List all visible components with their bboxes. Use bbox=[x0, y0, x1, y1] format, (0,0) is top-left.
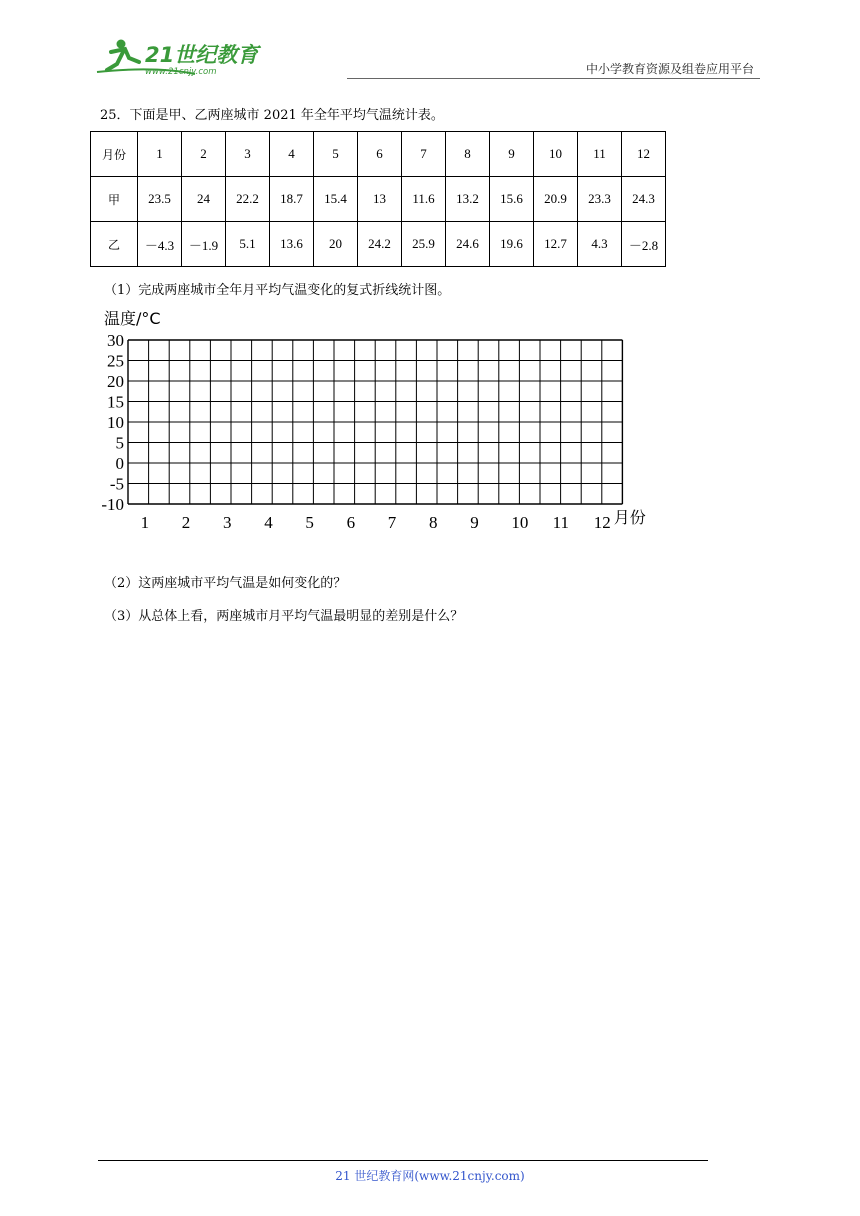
sub-question-3: （3）从总体上看，两座城市月平均气温最明显的差别是什么？ bbox=[104, 609, 464, 624]
table-cell: 15.4 bbox=[314, 177, 358, 222]
table-cell: 24.2 bbox=[358, 222, 402, 267]
table-cell: 12.7 bbox=[534, 222, 578, 267]
table-cell: 24.6 bbox=[446, 222, 490, 267]
table-cell: 22.2 bbox=[226, 177, 270, 222]
logo-url: www.21cnjy.com bbox=[145, 67, 217, 77]
y-tick-label: 10 bbox=[107, 413, 124, 432]
table-cell: 20.9 bbox=[534, 177, 578, 222]
table-cell: 24.3 bbox=[622, 177, 666, 222]
x-tick-label: 1 bbox=[140, 513, 150, 530]
table-row bbox=[91, 177, 666, 222]
x-axis-label: 月份 bbox=[613, 508, 646, 527]
row-label-jia: 甲 bbox=[91, 177, 138, 222]
table-cell: 15.6 bbox=[490, 177, 534, 222]
table-cell: 11 bbox=[578, 132, 622, 177]
x-tick-label: 2 bbox=[181, 513, 191, 530]
x-tick-label: 4 bbox=[264, 513, 273, 530]
footer-text: 21 世纪教育网(www.21cnjy.com) bbox=[335, 1169, 525, 1183]
page-header bbox=[95, 36, 760, 80]
table-cell: 3 bbox=[226, 132, 270, 177]
x-tick-label: 8 bbox=[429, 513, 438, 530]
table-cell: 13 bbox=[358, 177, 402, 222]
y-tick-label: 30 bbox=[107, 331, 124, 350]
sub-question-1: （1）完成两座城市全年月平均气温变化的复式折线统计图。 bbox=[104, 283, 451, 298]
y-tick-label: 20 bbox=[107, 372, 124, 391]
table-cell: －4.3 bbox=[138, 222, 182, 267]
table-cell: 4.3 bbox=[578, 222, 622, 267]
y-tick-label: 5 bbox=[115, 433, 124, 453]
x-tick-label: 12 bbox=[593, 513, 611, 530]
table-cell: 13.2 bbox=[446, 177, 490, 222]
table-cell: 18.7 bbox=[270, 177, 314, 222]
footer-divider bbox=[98, 1160, 708, 1161]
table-row bbox=[91, 222, 666, 267]
table-cell: 23.3 bbox=[578, 177, 622, 222]
logo-text: 21世纪教育 bbox=[145, 43, 259, 67]
blank-line-chart-grid bbox=[90, 302, 660, 530]
header-divider bbox=[347, 78, 760, 79]
row-label-yi: 乙 bbox=[91, 222, 138, 267]
table-cell: 2 bbox=[182, 132, 226, 177]
y-tick-label: -5 bbox=[109, 474, 124, 494]
table-cell: 9 bbox=[490, 132, 534, 177]
x-tick-label: 11 bbox=[552, 513, 569, 530]
table-cell: 20 bbox=[314, 222, 358, 267]
table-header-label: 月份 bbox=[91, 132, 138, 177]
x-tick-label: 6 bbox=[346, 513, 356, 530]
y-axis-label: 温度/°C bbox=[104, 309, 161, 328]
chart-grid bbox=[128, 340, 622, 504]
table-row bbox=[91, 132, 666, 177]
y-tick-label: 15 bbox=[107, 392, 124, 412]
table-cell: 12 bbox=[622, 132, 666, 177]
y-tick-labels bbox=[101, 331, 124, 514]
table-cell: 19.6 bbox=[490, 222, 534, 267]
table-cell: 25.9 bbox=[402, 222, 446, 267]
sub-question-2: （2）这两座城市平均气温是如何变化的？ bbox=[104, 576, 347, 591]
table-cell: 6 bbox=[358, 132, 402, 177]
y-tick-label: -10 bbox=[101, 495, 124, 514]
table-cell: 11.6 bbox=[402, 177, 446, 222]
logo-21cnjy bbox=[95, 36, 265, 78]
x-tick-label: 3 bbox=[223, 513, 232, 530]
table-cell: 1 bbox=[138, 132, 182, 177]
temperature-table bbox=[90, 131, 666, 267]
table-cell: 23.5 bbox=[138, 177, 182, 222]
table-cell: 24 bbox=[182, 177, 226, 222]
table-cell: 10 bbox=[534, 132, 578, 177]
table-cell: －2.8 bbox=[622, 222, 666, 267]
table-cell: 8 bbox=[446, 132, 490, 177]
x-tick-label: 5 bbox=[305, 513, 314, 530]
y-tick-label: 0 bbox=[115, 454, 124, 473]
x-tick-label: 10 bbox=[511, 513, 529, 530]
x-tick-labels bbox=[141, 513, 611, 530]
table-cell: －1.9 bbox=[182, 222, 226, 267]
y-tick-label: 25 bbox=[107, 351, 124, 371]
table-cell: 5.1 bbox=[226, 222, 270, 267]
table-cell: 13.6 bbox=[270, 222, 314, 267]
x-tick-label: 7 bbox=[387, 513, 397, 530]
question-title: 25．下面是甲、乙两座城市 2021 年全年平均气温统计表。 bbox=[100, 108, 444, 123]
table-cell: 7 bbox=[402, 132, 446, 177]
header-tagline: 中小学教育资源及组卷应用平台 bbox=[585, 62, 754, 76]
x-tick-label: 9 bbox=[470, 513, 479, 530]
table-cell: 4 bbox=[270, 132, 314, 177]
table-cell: 5 bbox=[314, 132, 358, 177]
